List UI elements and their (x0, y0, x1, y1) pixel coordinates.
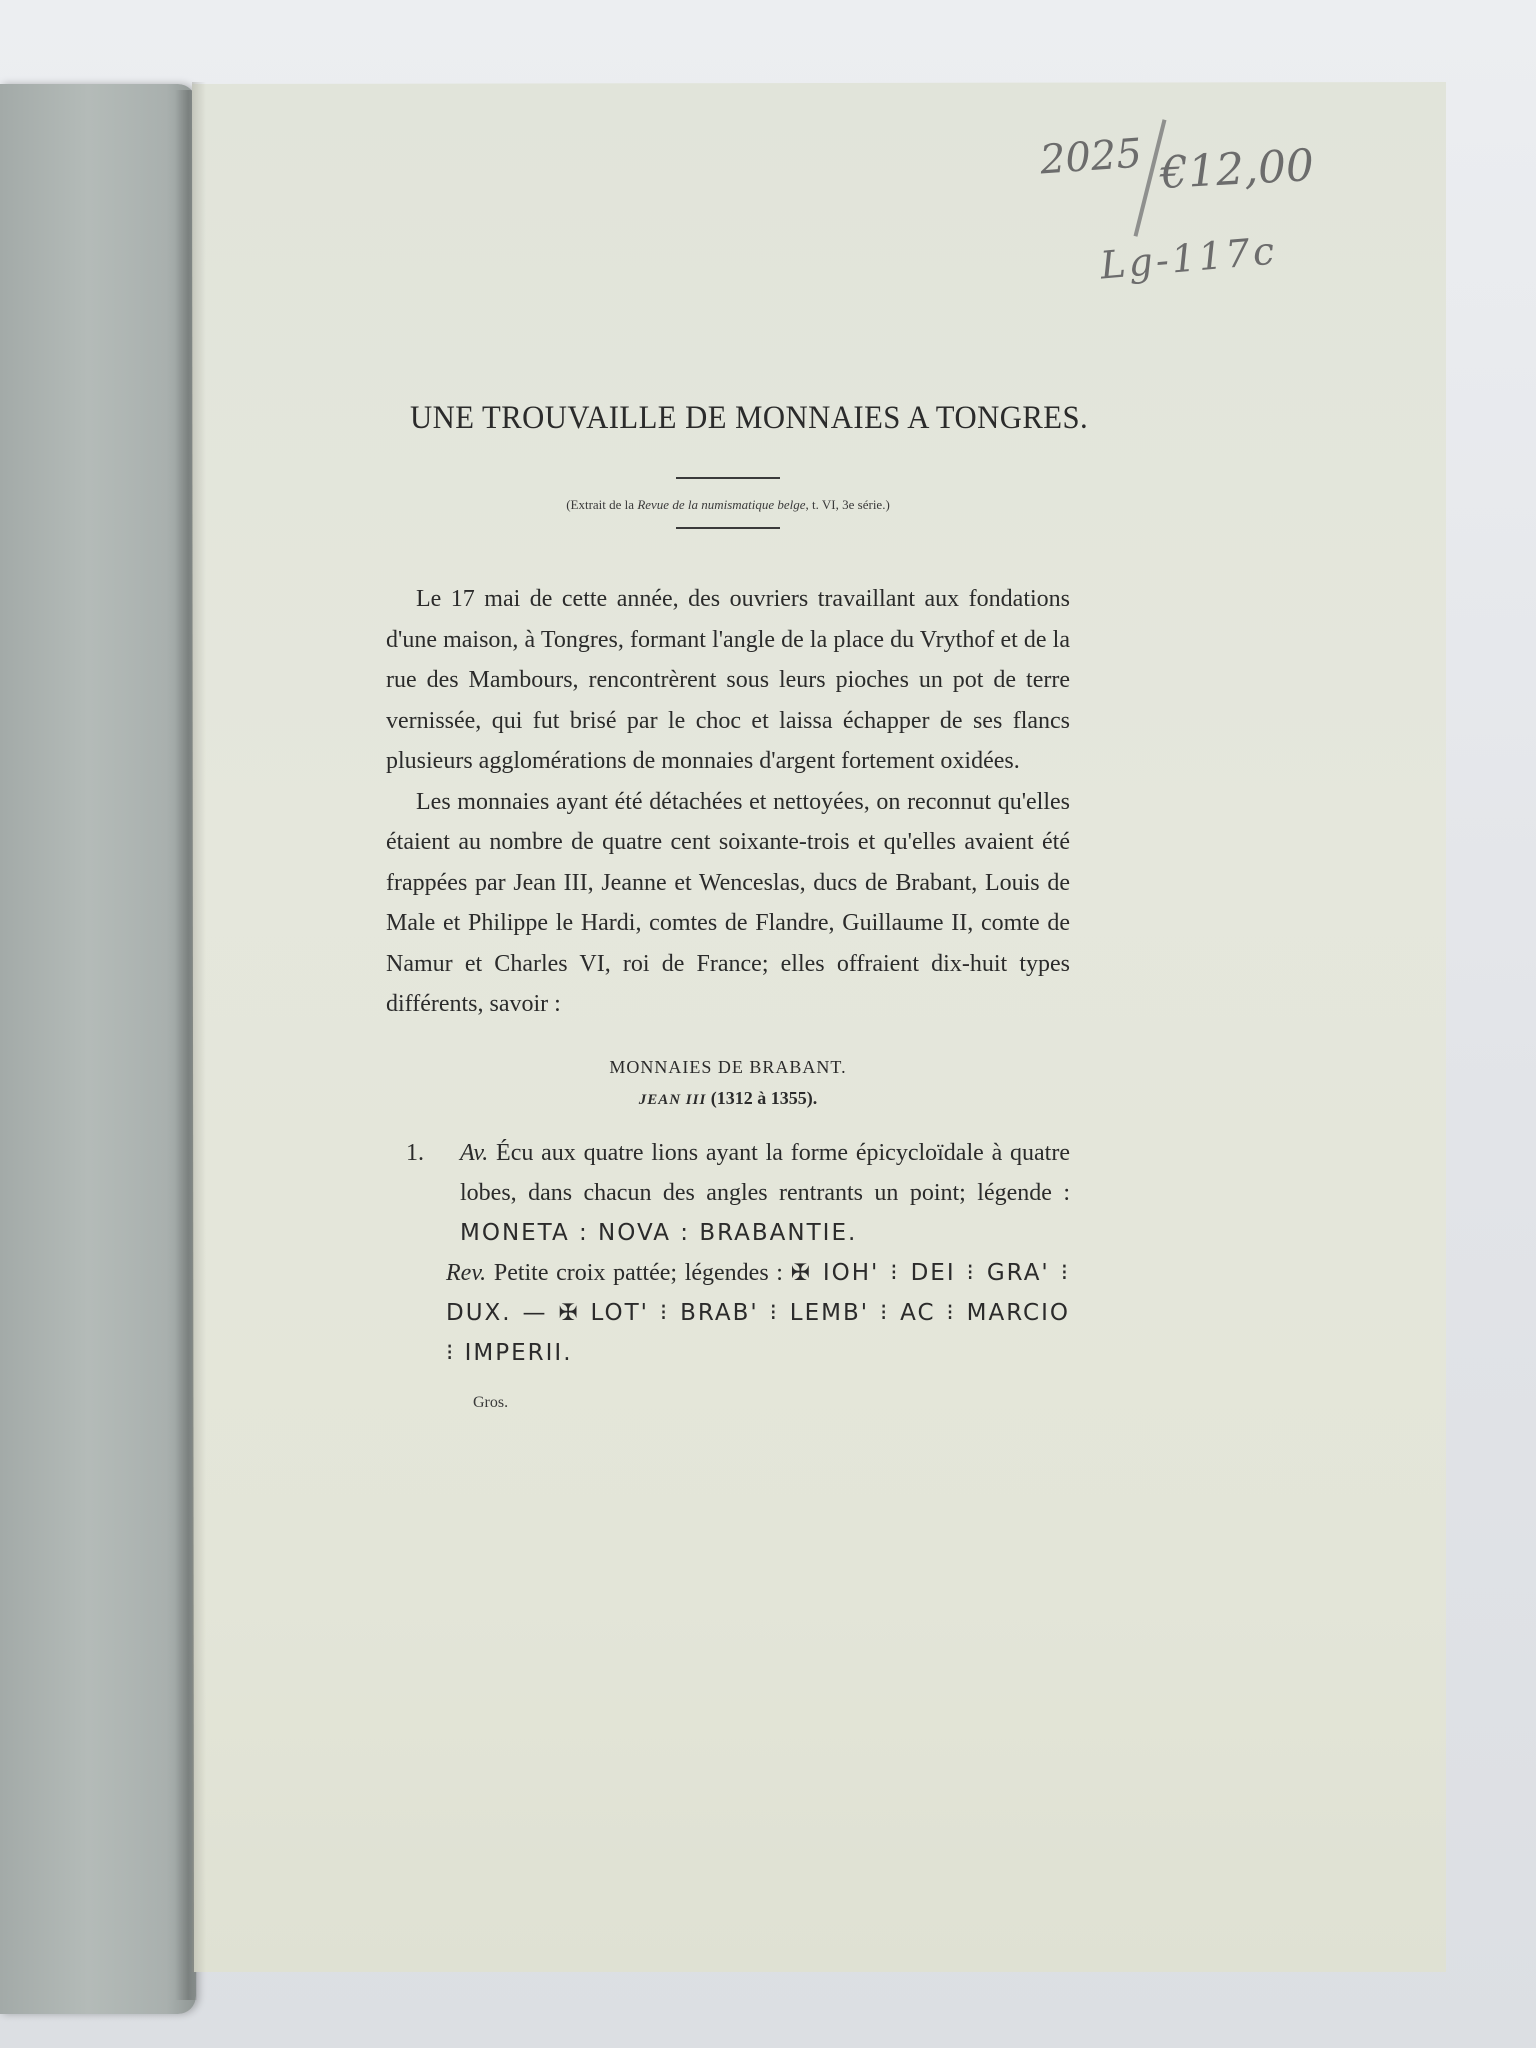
section-heading: MONNAIES DE BRABANT. (609, 1056, 847, 1077)
reverse-text: Petite croix pattée; légendes : (493, 1259, 791, 1286)
extract-note (386, 497, 1070, 513)
paragraph-discovery: Le 17 mai de cette année, des ouvriers travaillant aux fondations d'une maison, à Tongres, formant l'angle de la place du Vrythof et de la rue des Mambours, rencontrèrent sous leurs pioches un pot de terre vernissée, qui fut brisé par le choc et laissa échapper de ses flancs plusieurs agglomérations de monnaies d'argent fortement oxidées. (386, 586, 1070, 774)
obverse-text: Écu aux quatre lions ayant la forme épicycloïdale à quatre lobes, dans chacun des angles rentrants un point; légende : (460, 1139, 1070, 1206)
pamphlet-cover (0, 84, 196, 2014)
pencil-price: €12,00 (1158, 140, 1316, 199)
pencil-reference: Lg-117c (1098, 228, 1279, 288)
extract-note-suffix: , t. VI, 3e série.) (805, 497, 890, 512)
document-title: UNE TROUVAILLE DE MONNAIES A TONGRES. (409, 400, 1089, 436)
reverse-label: Rev. (446, 1259, 487, 1286)
obverse-legend: MONETA : NOVA : BRABANTIE. (460, 1219, 858, 1246)
denomination-label: Gros. (473, 1393, 509, 1411)
extract-note-prefix: (Extrait de la (566, 497, 638, 512)
paragraph-coins: Les monnaies ayant été détachées et nettoyées, on reconnut qu'elles étaient au nombre de quatre cent soixante-trois et qu'elles avaient été frappées par Jean III, Jeanne et Wenceslas, ducs de Brabant, Louis de Male et Philippe le Hardi, comtes de Flandre, Guillaume II, comte de Namur et Charles VI, roi de France; elles offraient dix-huit types différents, savoir : (386, 788, 1070, 1017)
obverse-label: Av. (460, 1139, 489, 1166)
reign-name: JEAN III (638, 1091, 707, 1108)
obverse-description (460, 1133, 1070, 1253)
extract-note-journal: Revue de la numismatique belge (637, 497, 806, 512)
subtitle-rule (676, 527, 780, 529)
pencil-annotations (1040, 118, 1320, 308)
reverse-legend: ✠ IOH' ⁝ DEI ⁝ GRA' ⁝ DUX. — ✠ LOT' ⁝ BRAB' ⁝ LEMB' ⁝ AC ⁝ MARCIO ⁝ IMPERII. (446, 1259, 1071, 1366)
document-content (386, 400, 1089, 1423)
reign-heading (386, 1088, 1070, 1109)
reverse-description (446, 1253, 1070, 1373)
reign-years: (1312 à 1355). (710, 1087, 818, 1108)
coin-entry (386, 1133, 1070, 1423)
pencil-year: 2025 (1038, 130, 1144, 184)
page-edge-shadow (192, 82, 206, 1972)
entry-number: 1. (406, 1139, 424, 1166)
title-rule (676, 477, 780, 479)
